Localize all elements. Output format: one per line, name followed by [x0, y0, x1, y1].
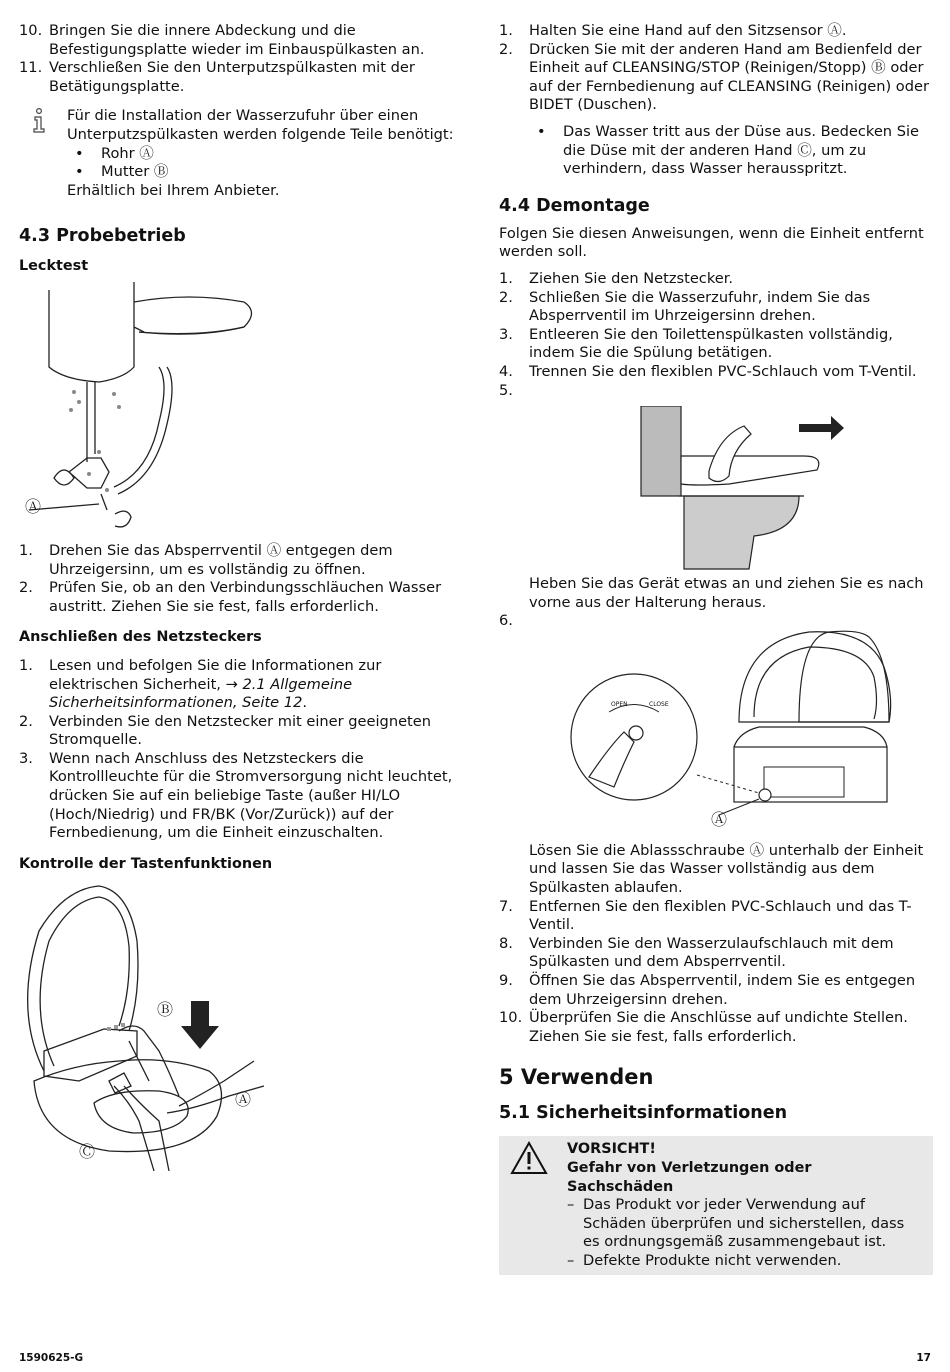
list-item: • Das Wasser tritt aus der Düse aus. Bedecken Sie die Düse mit der anderen Hand Ⓒ, um zu verhindern, dass Wasser herausspritzt.	[537, 122, 919, 178]
list-item: 2. Drücken Sie mit der anderen Hand am Bedienfeld der Einheit auf CLEANSING/STOP (Reinigen/Stopp) Ⓑ oder auf der Fernbedienung auf CLEANSING (Reinigen) oder BIDET (Duschen).	[499, 40, 929, 114]
step5-list	[499, 575, 933, 631]
removal-illustration	[639, 406, 933, 571]
list-item: 2. Prüfen Sie, ob an den Verbindungsschläuchen Wasser austritt. Ziehen Sie sie fest, falls erforderlich.	[19, 579, 442, 615]
section-heading-5-1: 5.1 Sicherheitsinformationen	[499, 1103, 788, 1124]
list-item: 2. Verbinden Sie den Netzstecker mit einer geeigneten Stromquelle.	[19, 712, 431, 749]
left-column	[19, 22, 457, 1181]
section-heading-4-3: 4.3 Probebetrieb	[19, 226, 186, 247]
leak-test-heading: Lecktest	[19, 258, 89, 275]
list-item: 7. Entfernen Sie den flexiblen PVC-Schlauch und das T-Ventil.	[499, 897, 912, 934]
label-b: Ⓑ	[157, 1000, 174, 1020]
power-heading: Anschließen des Netzsteckers	[19, 629, 262, 646]
list-item: 10. Bringen Sie die innere Abdeckung und die Befestigungsplatte wieder im Einbauspülkasten an.	[19, 22, 425, 58]
list-item: 8. Verbinden Sie den Wasserzulaufschlauch mit dem Spülkasten und dem Absperrventil.	[499, 934, 894, 971]
section-heading-4-4: 4.4 Demontage	[499, 195, 650, 216]
list-item: 10. Überprüfen Sie die Anschlüsse auf undichte Stellen. Ziehen Sie sie fest, falls erforderlich.	[499, 1009, 908, 1045]
list-item: 1. Ziehen Sie den Netzstecker.	[499, 269, 734, 287]
list-item: 1. Lesen und befolgen Sie die Informationen zur elektrischen Sicherheit, → 2.1 Allgemeine Sicherheitsinformationen, Seite 12.	[19, 656, 382, 712]
info-text: Für die Installation der Wasserzufuhr über einen Unterputzspülkasten werden folgende Teile benötigt:	[67, 107, 454, 143]
list-item: 3. Entleeren Sie den Toilettenspülkasten vollständig, indem Sie die Spülung betätigen.	[499, 325, 893, 362]
list-item: 1. Drehen Sie das Absperrventil Ⓐ entgegen dem Uhrzeigersinn, um es vollständig zu öffnen.	[19, 541, 393, 578]
label-a: Ⓐ	[25, 496, 42, 516]
list-item: Lösen Sie die Ablassschraube Ⓐ unterhalb der Einheit und lassen Sie das Wasser vollständig aus dem Spülkasten ablaufen.	[529, 841, 924, 897]
info-note	[19, 107, 457, 200]
list-item: – Das Produkt vor jeder Verwendung auf Schäden überprüfen und sicherstellen, dass es ordnungsgemäß zusammengebaut ist.	[567, 1196, 905, 1251]
keys-heading: Kontrolle der Tastenfunktionen	[19, 855, 273, 872]
drain-illustration	[499, 627, 933, 842]
label-a: Ⓐ	[711, 809, 728, 829]
keys-illustration	[19, 881, 457, 1181]
warning-subtitle: Gefahr von Verletzungen oder Sachschäden	[567, 1160, 812, 1195]
steps-top-list	[499, 22, 933, 115]
list-item: 6.	[499, 612, 513, 630]
section-heading-5: 5 Verwenden	[499, 1065, 654, 1090]
demontage-steps-list	[499, 270, 933, 400]
close-label: CLOSE	[649, 700, 669, 708]
list-item: 2. Schließen Sie die Wasserzufuhr, indem Sie das Absperrventil im Uhrzeigersinn drehen.	[499, 288, 871, 325]
info-icon	[19, 107, 67, 200]
list-item: 5.	[499, 381, 513, 399]
list-item: 3. Wenn nach Anschluss des Netzsteckers die Kontrollleuchte für die Stromversorgung nicht leuchtet, drücken Sie auf ein beliebige Taste (außer HI/LO (Hoch/Niedrig) und FR/BK (Vor/Zurück)) auf der Fernbedienung, um die Einheit einzuschalten.	[19, 749, 453, 842]
right-column	[499, 22, 933, 1275]
warning-icon	[509, 1140, 567, 1270]
list-item: • Mutter Ⓑ	[75, 163, 169, 181]
demontage-intro: Folgen Sie diesen Anweisungen, wenn die Einheit entfernt werden soll.	[499, 224, 924, 261]
list-item: 11. Verschließen Sie den Unterputzspülkasten mit der Betätigungsplatte.	[19, 59, 415, 95]
leak-test-illustration	[19, 282, 457, 532]
power-steps-list	[19, 657, 457, 843]
list-item: Heben Sie das Gerät etwas an und ziehen Sie es nach vorne aus der Halterung heraus.	[529, 575, 924, 611]
warning-box	[499, 1136, 933, 1274]
list-item: – Defekte Produkte nicht verwenden.	[567, 1251, 842, 1269]
list-item: 4. Trennen Sie den flexiblen PVC-Schlauch vom T-Ventil.	[499, 362, 917, 380]
label-a: Ⓐ	[235, 1090, 252, 1110]
info-footer: Erhältlich bei Ihrem Anbieter.	[67, 181, 280, 199]
list-item: 1. Halten Sie eine Hand auf den Sitzsensor Ⓐ.	[499, 22, 847, 39]
steps-top-list	[19, 22, 457, 96]
open-label: OPEN	[611, 700, 628, 708]
label-c: Ⓒ	[79, 1142, 96, 1162]
page-number: 17	[916, 1352, 931, 1365]
step6-list	[499, 842, 933, 1047]
cross-reference-link[interactable]: → 2.1 Allgemeine Sicherheitsinformationen, Seite 12	[49, 675, 353, 712]
document-id: 1590625-G	[19, 1352, 84, 1365]
list-item: 9. Öffnen Sie das Absperrventil, indem Sie es entgegen dem Uhrzeigersinn drehen.	[499, 972, 916, 1008]
warning-title: VORSICHT!	[567, 1141, 656, 1158]
leak-steps-list	[19, 542, 457, 616]
list-item: • Rohr Ⓐ	[75, 144, 154, 162]
